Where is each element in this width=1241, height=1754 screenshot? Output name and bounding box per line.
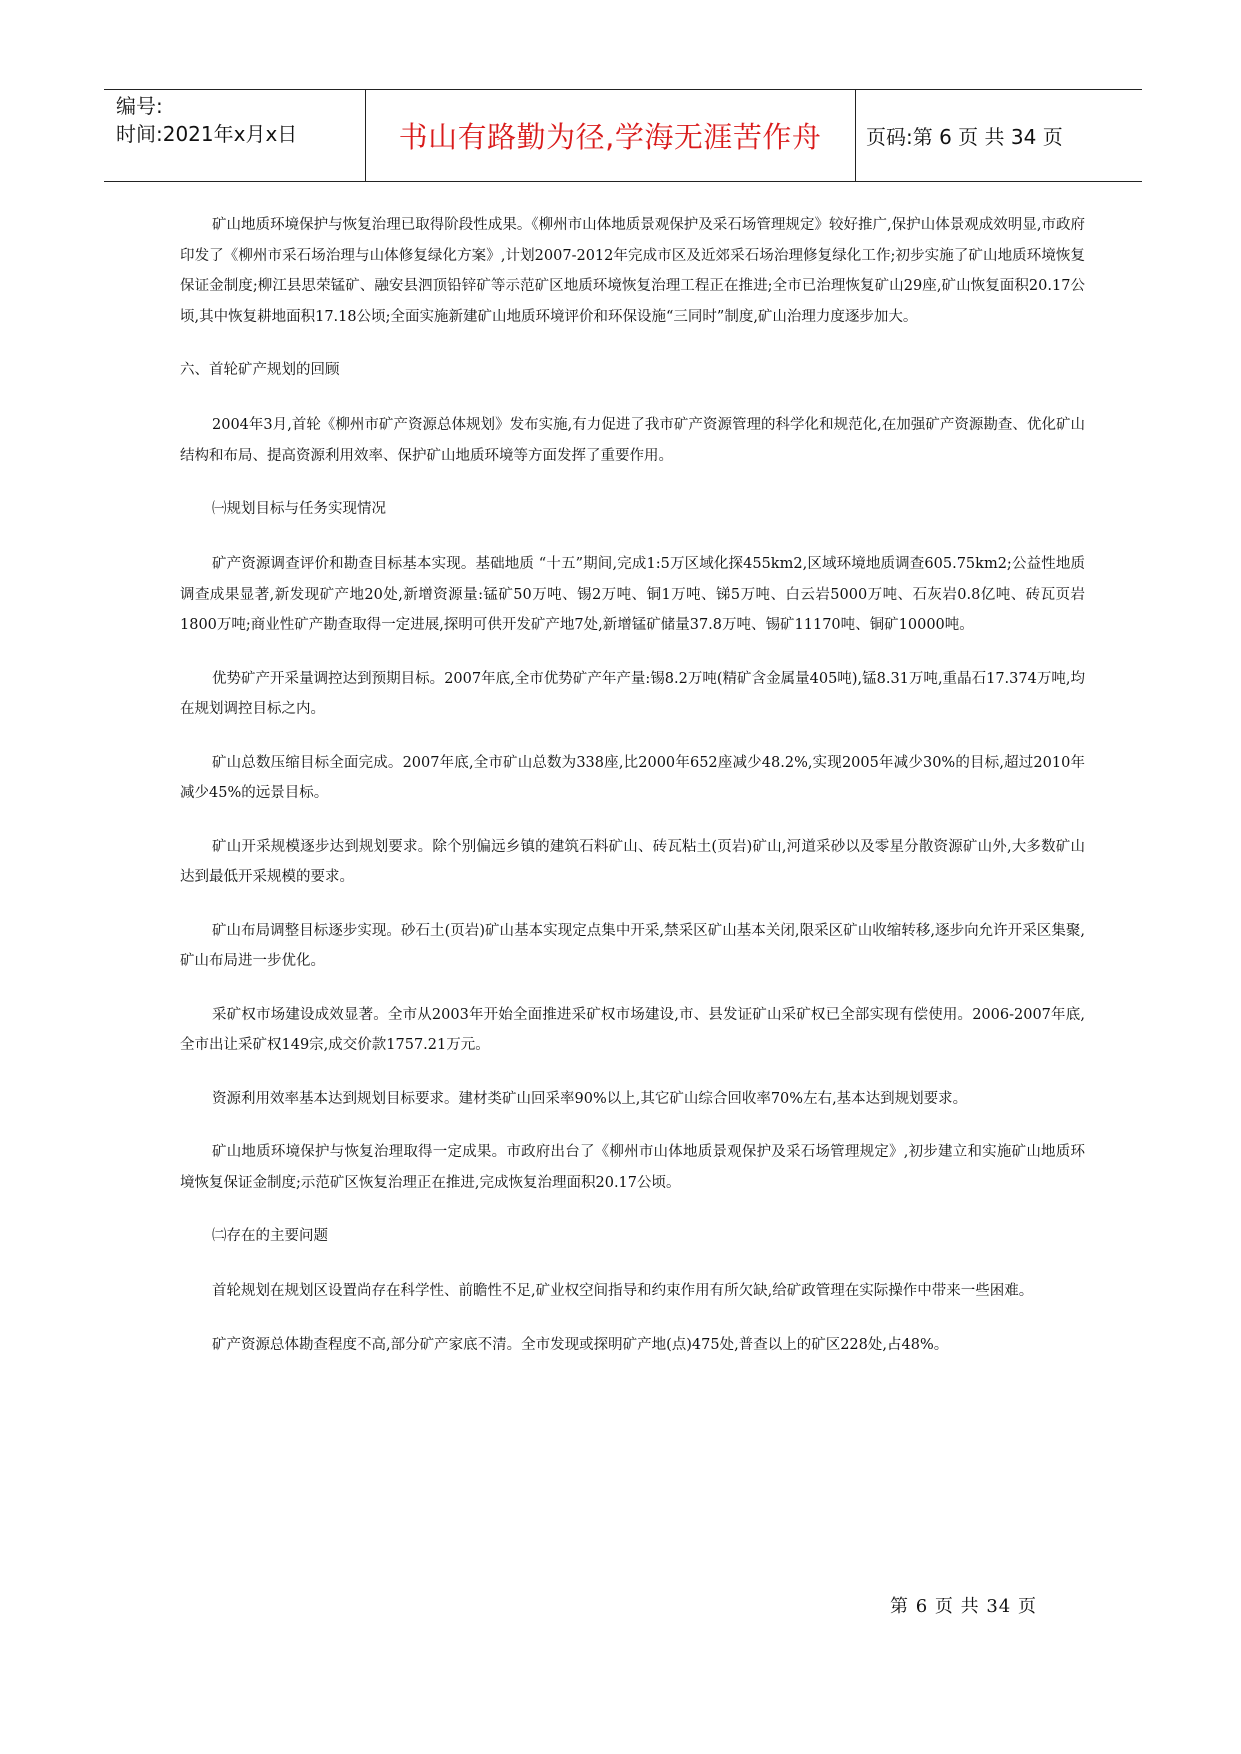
- subsection-heading: ㈡存在的主要问题: [212, 1228, 328, 1244]
- paragraph: 矿产资源总体勘查程度不高,部分矿产家底不清。全市发现或探明矿产地(点)475处,普查以上的矿区228处,占48%。: [212, 1336, 949, 1353]
- paragraph: 资源利用效率基本达到规划目标要求。建材类矿山回采率90%以上,其它矿山综合回收率70%左右,基本达到规划要求。: [212, 1090, 968, 1107]
- paragraph: 矿产资源调查评价和勘查目标基本实现。基础地质 “十五”期间,完成1:5万区域化探455km2,区域环境地质调查605.75km2;公益性地质调查成果显著,新发现矿产地20处,新增资源量:锰矿50万吨、锡2万吨、铜1万吨、锑5万吨、白云岩5000万吨、石灰岩0.8亿吨、砖瓦页岩1800万吨;商业性矿产勘查取得一定进展,探明可供开发矿产地7处,新增锰矿储量37.8万吨、锡矿11170吨、铜矿10000吨。: [180, 556, 1085, 633]
- date-label: 时间:2021年x月x日: [116, 122, 298, 146]
- paragraph: 矿山开采规模逐步达到规划要求。除个别偏远乡镇的建筑石料矿山、砖瓦粘土(页岩)矿山,河道采砂以及零星分散资源矿山外,大多数矿山达到最低开采规模的要求。: [180, 838, 1085, 885]
- document-body: [180, 210, 1085, 1383]
- header-top-rule: [104, 89, 1142, 90]
- header-bottom-rule: [104, 181, 1142, 182]
- subsection-heading: ㈠规划目标与任务实现情况: [212, 501, 386, 517]
- header-meta: [116, 92, 361, 148]
- serial-number-label: 编号:: [116, 94, 163, 118]
- paragraph: 矿山地质环境保护与恢复治理已取得阶段性成果。《柳州市山体地质景观保护及采石场管理规定》较好推广,保护山体景观成效明显,市政府印发了《柳州市采石场治理与山体修复绿化方案》,计划2007-2012年完成市区及近郊采石场治理修复绿化工作;初步实施了矿山地质环境恢复保证金制度;柳江县思荣锰矿、融安县泗顶铅锌矿等示范矿区地质环境恢复治理工程正在推进;全市已治理恢复矿山29座,矿山恢复面积20.17公顷,其中恢复耕地面积17.18公顷;全面实施新建矿山地质环境评价和环保设施“三同时”制度,矿山治理力度逐步加大。: [180, 217, 1085, 325]
- section-heading: 六、首轮矿产规划的回顾: [180, 362, 340, 378]
- paragraph: 2004年3月,首轮《柳州市矿产资源总体规划》发布实施,有力促进了我市矿产资源管理的科学化和规范化,在加强矿产资源勘查、优化矿山结构和布局、提高资源利用效率、保护矿山地质环境等方面发挥了重要作用。: [180, 417, 1085, 464]
- header-divider-right: [855, 90, 856, 182]
- paragraph: 采矿权市场建设成效显著。全市从2003年开始全面推进采矿权市场建设,市、县发证矿山采矿权已全部实现有偿使用。2006-2007年底,全市出让采矿权149宗,成交价款1757.21万元。: [180, 1006, 1085, 1053]
- header-motto: 书山有路勤为径,学海无涯苦作舟: [398, 120, 822, 154]
- paragraph: 矿山布局调整目标逐步实现。砂石土(页岩)矿山基本实现定点集中开采,禁采区矿山基本关闭,限采区矿山收缩转移,逐步向允许开采区集聚,矿山布局进一步优化。: [180, 922, 1085, 969]
- header-page-number: 页码:第 6 页 共 34 页: [866, 125, 1063, 149]
- header-divider-left: [365, 90, 366, 182]
- paragraph: 矿山地质环境保护与恢复治理取得一定成果。市政府出台了《柳州市山体地质景观保护及采石场管理规定》,初步建立和实施矿山地质环境恢复保证金制度;示范矿区恢复治理正在推进,完成恢复治理面积20.17公顷。: [180, 1144, 1085, 1191]
- paragraph: 矿山总数压缩目标全面完成。2007年底,全市矿山总数为338座,比2000年652座减少48.2%,实现2005年减少30%的目标,超过2010年减少45%的远景目标。: [180, 754, 1085, 801]
- paragraph: 首轮规划在规划区设置尚存在科学性、前瞻性不足,矿业权空间指导和约束作用有所欠缺,给矿政管理在实际操作中带来一些困难。: [212, 1283, 1034, 1299]
- footer-page-number: 第 6 页 共 34 页: [890, 1596, 1037, 1617]
- paragraph: 优势矿产开采量调控达到预期目标。2007年底,全市优势矿产年产量:锡8.2万吨(精矿含金属量405吨),锰8.31万吨,重晶石17.374万吨,均在规划调控目标之内。: [180, 670, 1085, 717]
